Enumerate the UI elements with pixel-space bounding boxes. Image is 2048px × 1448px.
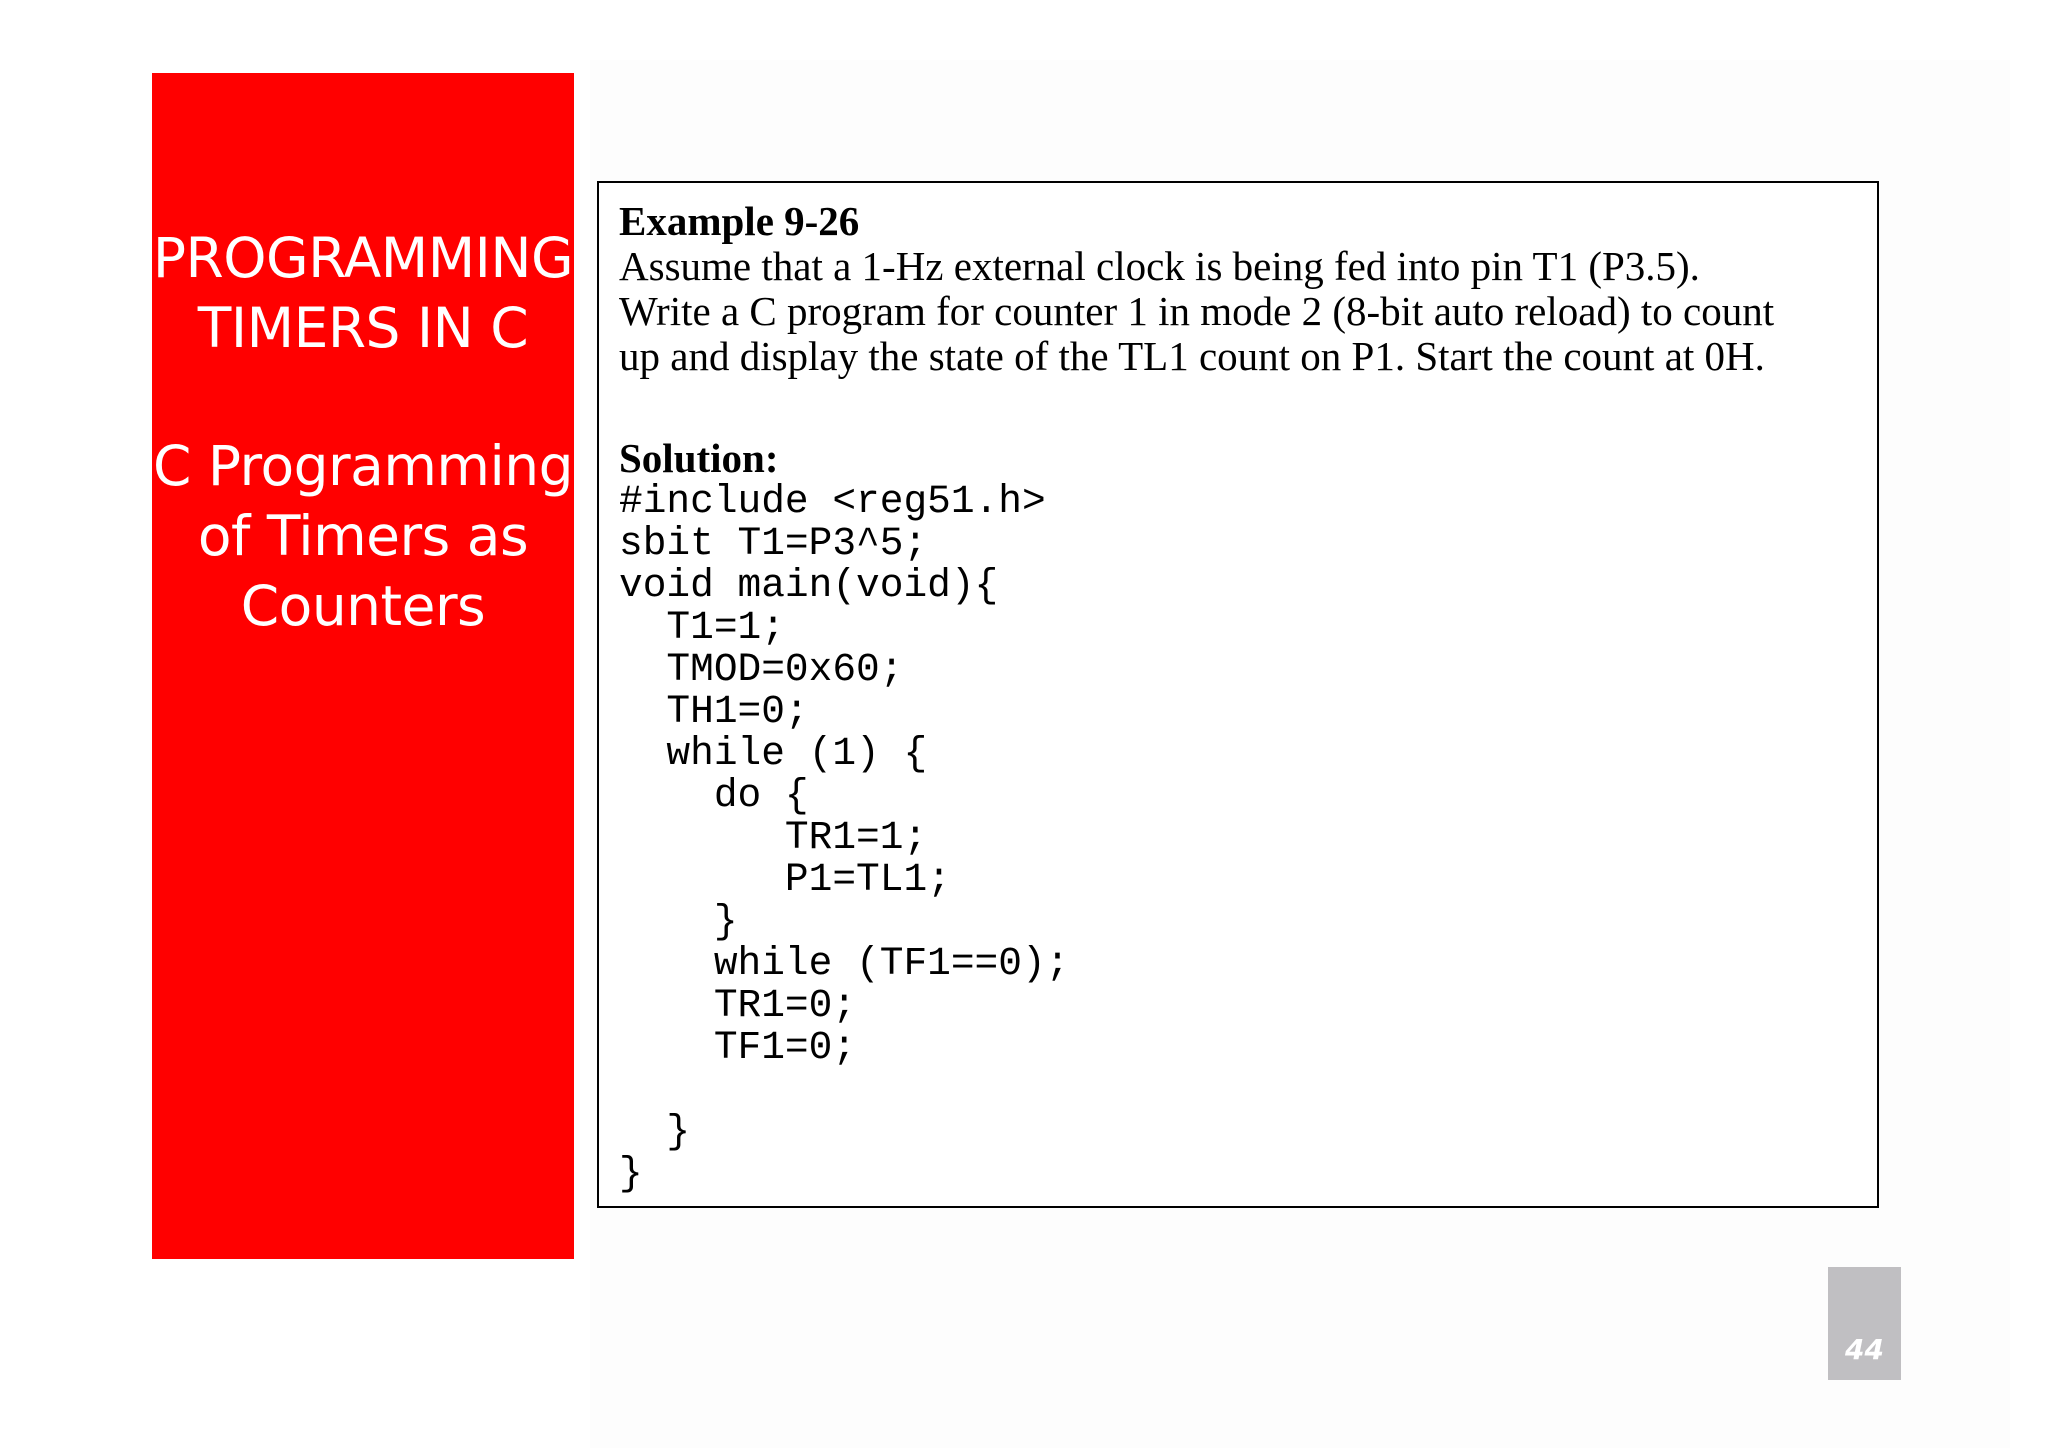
section-subtitle: C Programming of Timers as Counters <box>152 434 574 638</box>
section-sidebar <box>152 73 574 1259</box>
solution-heading: Solution: <box>619 435 779 481</box>
code-listing: #include <reg51.h> sbit T1=P3^5; void main(void){ T1=1; TMOD=0x60; TH1=0; while (1) { do { TR1=1; P1=TL1; } while (TF1==0); TR1=0; TF1=0; } } <box>619 479 1070 1196</box>
example-description: Assume that a 1-Hz external clock is being fed into pin T1 (P3.5). Write a C program for counter 1 in mode 2 (8-bit auto reload) to count up and display the state of the TL1 count on P1. Start the count at 0H. <box>619 243 1775 379</box>
example-box <box>597 181 1879 1208</box>
example-heading: Example 9-26 <box>619 198 860 244</box>
page-number: 44 <box>1828 1267 1901 1380</box>
section-title: PROGRAMMING TIMERS IN C <box>152 226 574 360</box>
